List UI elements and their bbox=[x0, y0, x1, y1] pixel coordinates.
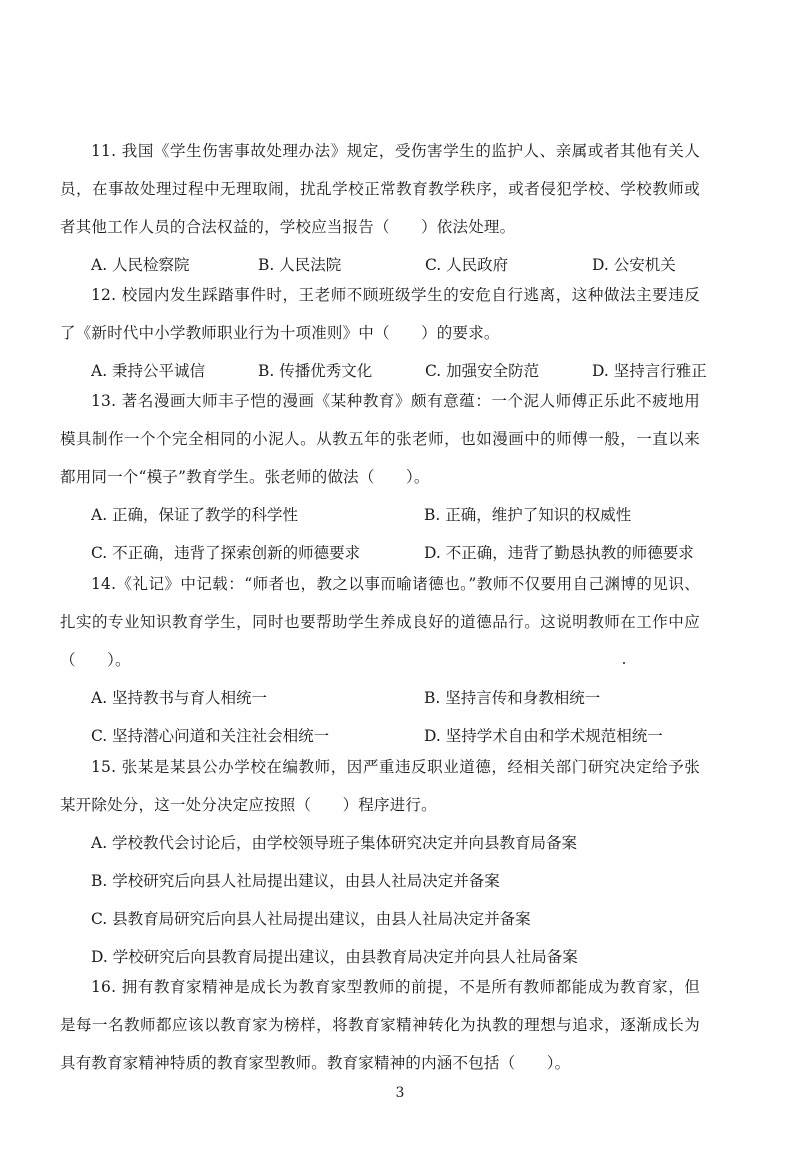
question-11 bbox=[60, 132, 700, 284]
option-b: B. 人民法院 bbox=[258, 256, 342, 274]
option-a: A. 学校教代会讨论后，由学校领导班子集体研究决定并向县教育局备案 bbox=[91, 834, 578, 852]
option-c: C. 不正确，违背了探索创新的师德要求 bbox=[91, 544, 361, 562]
options-group bbox=[60, 824, 700, 976]
option-d: D. 公安机关 bbox=[592, 256, 676, 274]
scan-speck bbox=[623, 662, 625, 664]
option-d: D. 学校研究后向县教育局提出建议，由县教育局决定并向县人社局备案 bbox=[91, 948, 578, 966]
options-group bbox=[60, 679, 700, 755]
options-group bbox=[60, 496, 700, 572]
question-stem: 12. 校园内发生踩踏事件时，王老师不顾班级学生的安危自行逃离，这种做法主要违反了《新时代中小学教师职业行为十项准则》中（ ）的要求。 bbox=[60, 286, 700, 342]
question-stem: 11. 我国《学生伤害事故处理办法》规定，受伤害学生的监护人、亲属或者其他有关人员，在事故处理过程中无理取闹，扰乱学校正常教育教学秩序，或者侵犯学校、学校教师或者其他工作人员的合法权益的，学校应当报告（ ）依法处理。 bbox=[60, 142, 700, 236]
option-c: C. 加强安全防范 bbox=[425, 362, 540, 380]
option-a: A. 坚持教书与育人相统一 bbox=[91, 689, 268, 707]
question-12 bbox=[60, 276, 707, 390]
question-stem: 16. 拥有教育家精神是成长为教育家型教师的前提，不是所有教师都能成为教育家，但是每一名教师都应该以教育家为榜样，将教育家精神转化为执教的理想与追求，逐渐成长为具有教育家精神特质的教育家型教师。教育家精神的内涵不包括（ ）。 bbox=[60, 978, 700, 1072]
option-d: D. 坚持言行雅正 bbox=[592, 362, 707, 380]
question-16 bbox=[60, 968, 700, 1082]
option-a: A. 正确，保证了教学的科学性 bbox=[91, 506, 299, 524]
option-b: B. 正确，维护了知识的权威性 bbox=[424, 506, 632, 524]
option-c: C. 坚持潜心问道和关注社会相统一 bbox=[91, 727, 330, 745]
option-d: D. 坚持学术自由和学术规范相统一 bbox=[424, 727, 663, 745]
option-d: D. 不正确，违背了勤恳执教的师德要求 bbox=[424, 544, 694, 562]
question-stem: 15. 张某是某县公办学校在编教师，因严重违反职业道德，经相关部门研究决定给予张某开除处分，这一处分决定应按照（ ）程序进行。 bbox=[60, 758, 700, 814]
question-14 bbox=[60, 565, 700, 755]
option-a: A. 人民检察院 bbox=[91, 256, 190, 274]
option-b: B. 传播优秀文化 bbox=[258, 362, 373, 380]
option-c: C. 人民政府 bbox=[425, 256, 509, 274]
page-number: 3 bbox=[395, 1085, 405, 1101]
question-stem: 13. 著名漫画大师丰子恺的漫画《某种教育》颇有意蕴：一个泥人师傅正乐此不疲地用模具制作一个个完全相同的小泥人。从教五年的张老师，也如漫画中的师傅一般，一直以来都用同一个“模子”教育学生。张老师的做法（ ）。 bbox=[60, 392, 700, 486]
question-13 bbox=[60, 382, 700, 572]
option-a: A. 秉持公平诚信 bbox=[91, 362, 206, 380]
option-c: C. 县教育局研究后向县人社局提出建议，由县人社局决定并备案 bbox=[91, 910, 531, 928]
option-b: B. 学校研究后向县人社局提出建议，由县人社局决定并备案 bbox=[91, 872, 500, 890]
question-stem: 14.《礼记》中记载：“师者也，教之以事而喻诸德也。”教师不仅要用自己渊博的见识、扎实的专业知识教育学生，同时也要帮助学生养成良好的道德品行。这说明教师在工作中应（ ）。 bbox=[60, 575, 700, 669]
question-15 bbox=[60, 748, 700, 976]
option-b: B. 坚持言传和身教相统一 bbox=[424, 689, 601, 707]
